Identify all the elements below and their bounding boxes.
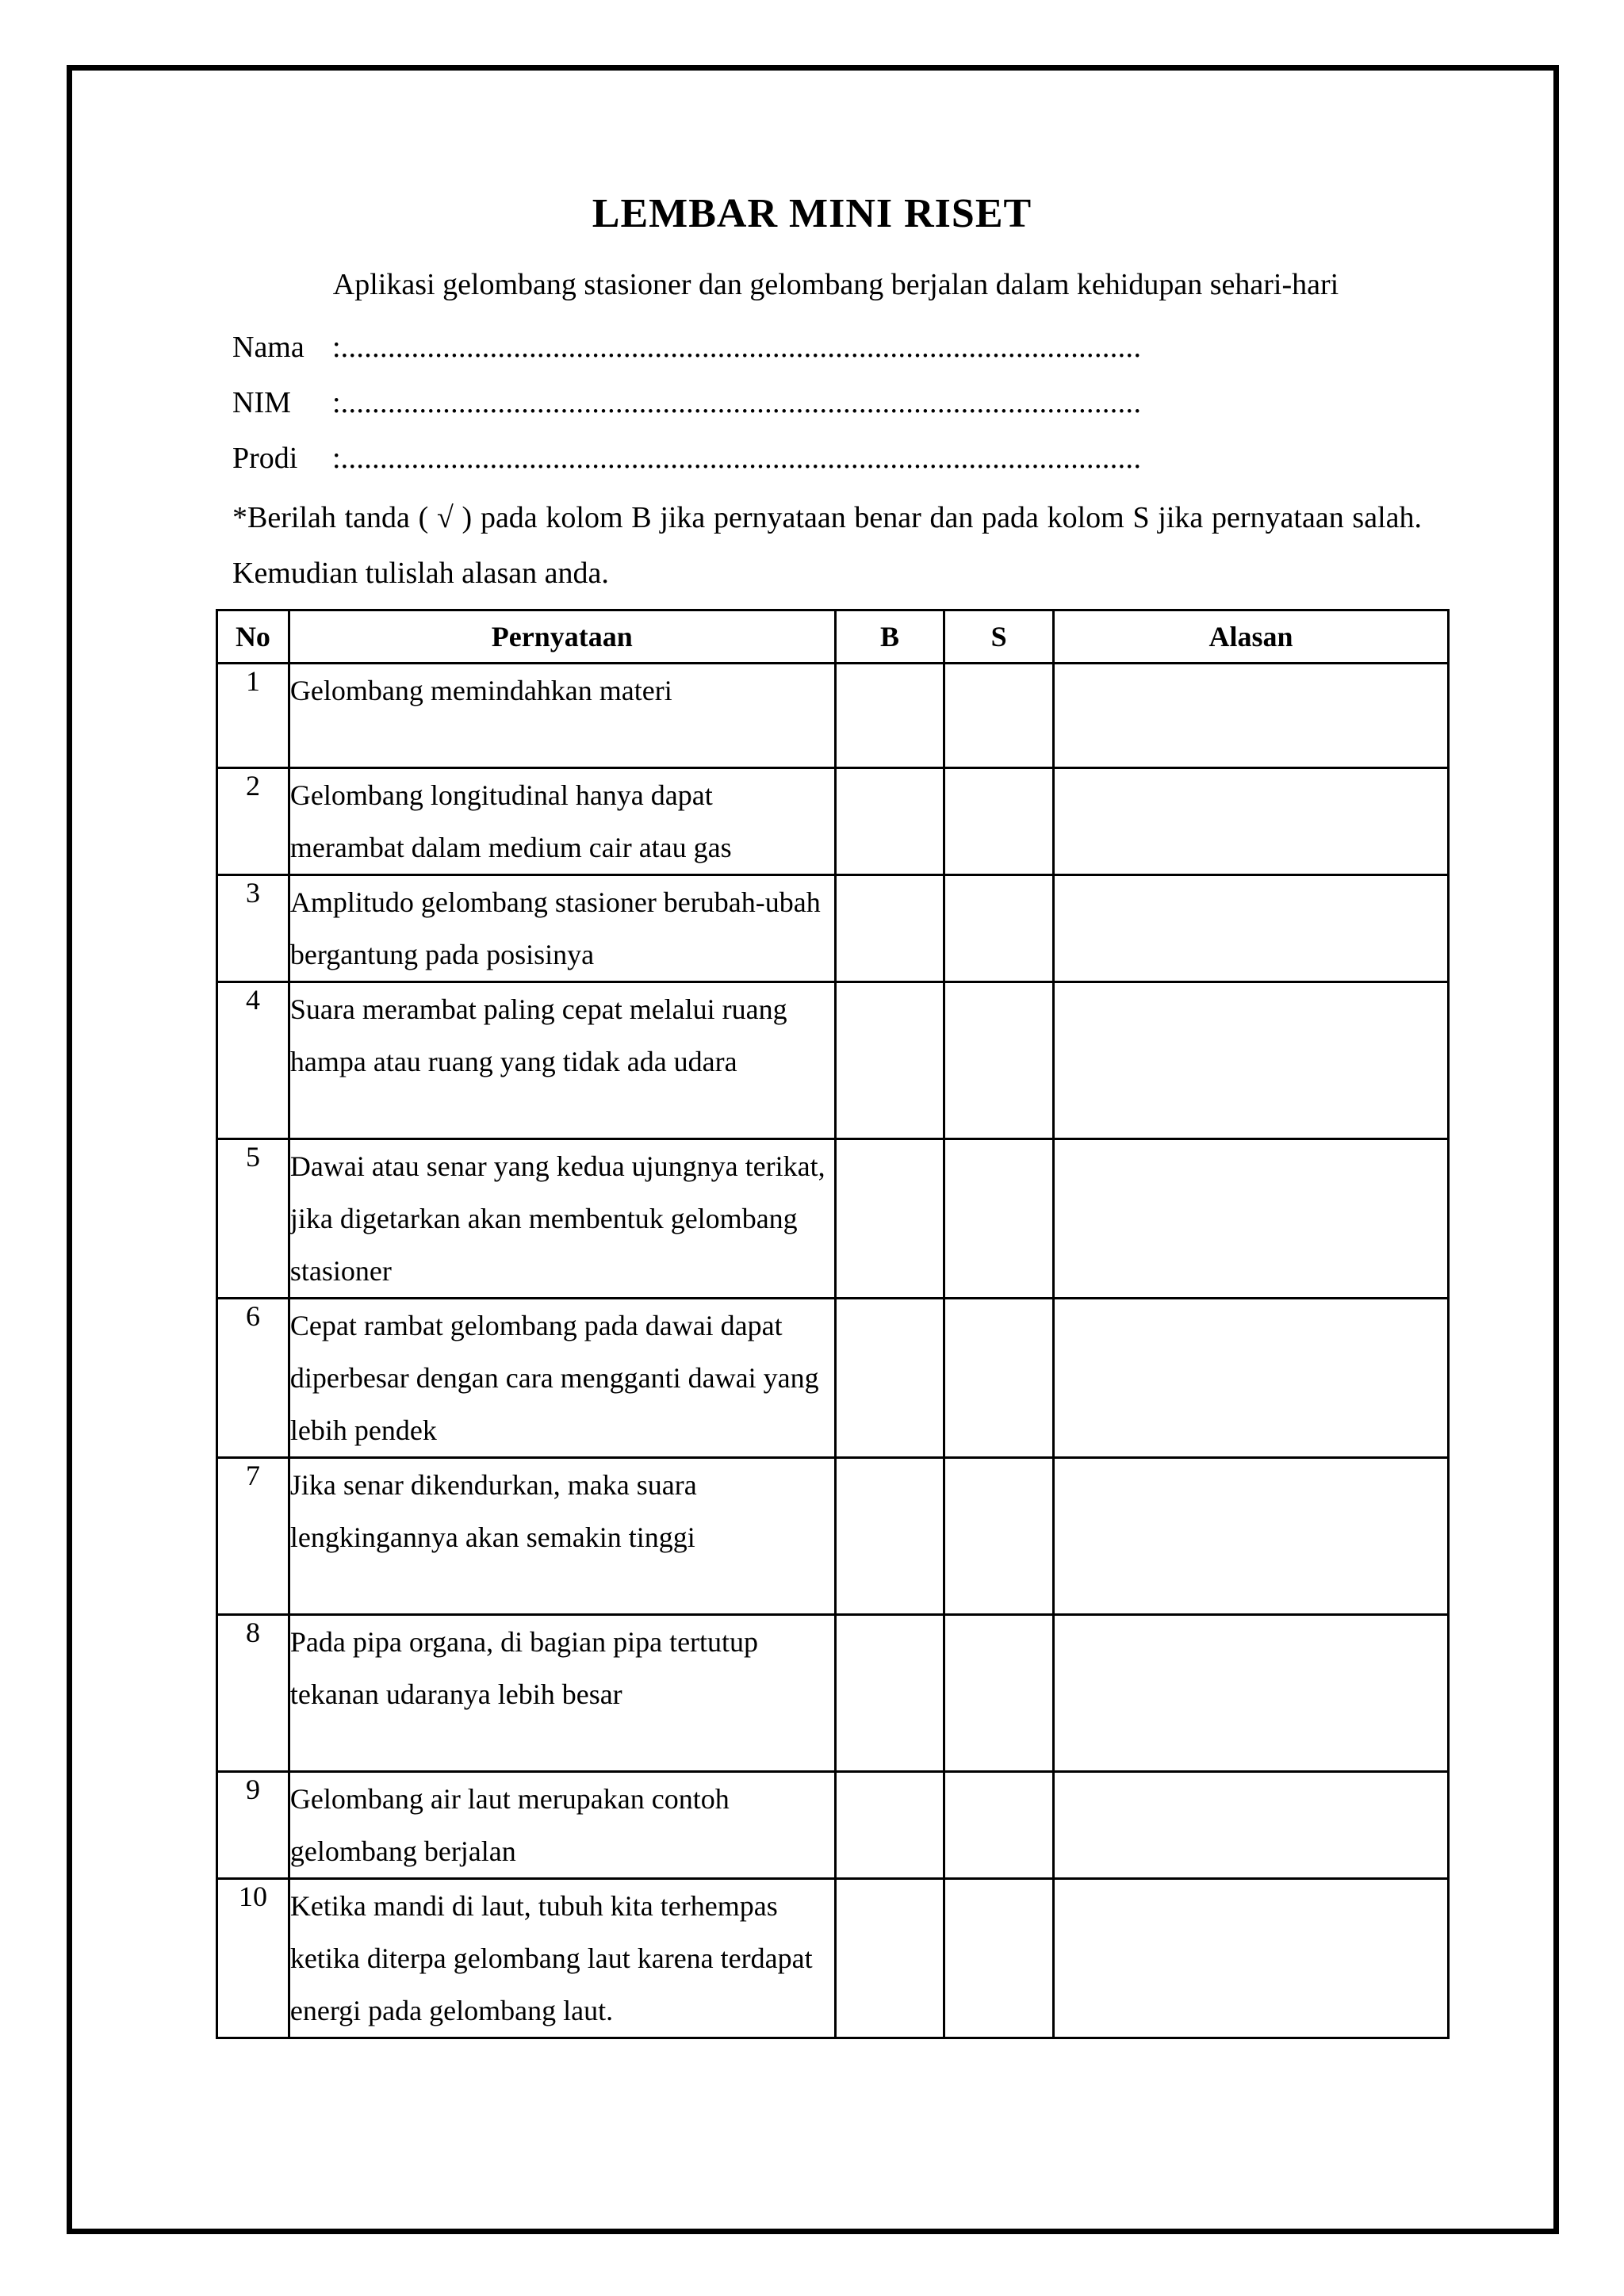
table-row — [217, 875, 1449, 982]
row-statement: Amplitudo gelombang stasioner berubah-ubah bergantung pada posisinya — [289, 875, 835, 982]
table-row — [217, 664, 1449, 768]
header-s: S — [944, 610, 1054, 664]
checkbox-cell-b[interactable] — [835, 1615, 944, 1772]
checkbox-cell-s[interactable] — [944, 1879, 1054, 2038]
checkbox-cell-b[interactable] — [835, 982, 944, 1139]
row-number: 5 — [217, 1139, 289, 1299]
field-fill-line[interactable]: ...................................................................................................... — [340, 331, 1142, 364]
table-row — [217, 1615, 1449, 1772]
row-statement: Cepat rambat gelombang pada dawai dapat diperbesar dengan cara mengganti dawai yang lebih pendek — [289, 1299, 835, 1458]
checkbox-cell-b[interactable] — [835, 768, 944, 875]
checkbox-cell-s[interactable] — [944, 1139, 1054, 1299]
field-label: NIM — [232, 386, 291, 419]
checkbox-cell-s[interactable] — [944, 1772, 1054, 1879]
document-subtitle: Aplikasi gelombang stasioner dan gelombang berjalan dalam kehidupan sehari-hari — [332, 268, 1339, 301]
row-statement: Suara merambat paling cepat melalui ruang hampa atau ruang yang tidak ada udara — [289, 982, 835, 1139]
checkbox-cell-s[interactable] — [944, 875, 1054, 982]
field-label: Nama — [232, 331, 304, 364]
table-row — [217, 1458, 1449, 1615]
alasan-cell[interactable] — [1054, 1139, 1449, 1299]
row-number: 10 — [217, 1879, 289, 2038]
alasan-cell[interactable] — [1054, 875, 1449, 982]
row-number: 2 — [217, 768, 289, 875]
alasan-cell[interactable] — [1054, 982, 1449, 1139]
header-pernyataan: Pernyataan — [289, 610, 835, 664]
field-label: Prodi — [232, 442, 298, 475]
field-nim[interactable] — [232, 382, 1141, 423]
row-number: 1 — [217, 664, 289, 768]
instruction-text: *Berilah tanda ( √ ) pada kolom B jika pernyataan benar dan pada kolom S jika pernyataan salah. Kemudian tulislah alasan anda. — [232, 501, 1422, 590]
checkbox-cell-b[interactable] — [835, 1772, 944, 1879]
alasan-cell[interactable] — [1054, 1458, 1449, 1615]
row-statement: Pada pipa organa, di bagian pipa tertutup tekanan udaranya lebih besar — [289, 1615, 835, 1772]
table-row — [217, 982, 1449, 1139]
checkbox-cell-b[interactable] — [835, 875, 944, 982]
field-colon: : — [332, 442, 341, 475]
alasan-cell[interactable] — [1054, 768, 1449, 875]
table-row — [217, 1772, 1449, 1879]
statement-table — [216, 609, 1450, 2039]
row-number: 8 — [217, 1615, 289, 1772]
row-statement: Ketika mandi di laut, tubuh kita terhempas ketika diterpa gelombang laut karena terdapat energi pada gelombang laut. — [289, 1879, 835, 2038]
checkbox-cell-s[interactable] — [944, 982, 1054, 1139]
table-row — [217, 1879, 1449, 2038]
checkbox-cell-b[interactable] — [835, 1458, 944, 1615]
field-fill-line[interactable]: ...................................................................................................... — [340, 442, 1142, 475]
row-statement: Gelombang memindahkan materi — [289, 664, 835, 768]
alasan-cell[interactable] — [1054, 1615, 1449, 1772]
row-statement: Dawai atau senar yang kedua ujungnya terikat, jika digetarkan akan membentuk gelombang stasioner — [289, 1139, 835, 1299]
checkbox-cell-s[interactable] — [944, 1458, 1054, 1615]
row-number: 4 — [217, 982, 289, 1139]
row-statement: Gelombang air laut merupakan contoh gelombang berjalan — [289, 1772, 835, 1879]
alasan-cell[interactable] — [1054, 1879, 1449, 2038]
field-nama[interactable] — [232, 327, 1141, 368]
checkbox-cell-b[interactable] — [835, 1879, 944, 2038]
row-number: 3 — [217, 875, 289, 982]
alasan-cell[interactable] — [1054, 1299, 1449, 1458]
alasan-cell[interactable] — [1054, 1772, 1449, 1879]
row-number: 7 — [217, 1458, 289, 1615]
document-title: LEMBAR MINI RISET — [592, 191, 1032, 236]
alasan-cell[interactable] — [1054, 664, 1449, 768]
table-row — [217, 768, 1449, 875]
field-colon: : — [332, 331, 341, 364]
row-statement: Jika senar dikendurkan, maka suara lengkingannya akan semakin tinggi — [289, 1458, 835, 1615]
checkbox-cell-b[interactable] — [835, 664, 944, 768]
row-number: 9 — [217, 1772, 289, 1879]
checkbox-cell-b[interactable] — [835, 1139, 944, 1299]
row-number: 6 — [217, 1299, 289, 1458]
checkbox-cell-s[interactable] — [944, 1299, 1054, 1458]
table-row — [217, 1139, 1449, 1299]
field-colon: : — [332, 386, 341, 419]
header-b: B — [835, 610, 944, 664]
table-header-row — [217, 610, 1449, 664]
table-row — [217, 1299, 1449, 1458]
checkbox-cell-s[interactable] — [944, 1615, 1054, 1772]
field-fill-line[interactable]: ...................................................................................................... — [340, 386, 1142, 419]
checkbox-cell-s[interactable] — [944, 664, 1054, 768]
header-alasan: Alasan — [1054, 610, 1449, 664]
checkbox-cell-b[interactable] — [835, 1299, 944, 1458]
checkbox-cell-s[interactable] — [944, 768, 1054, 875]
field-prodi[interactable] — [232, 438, 1141, 479]
header-no: No — [217, 610, 289, 664]
row-statement: Gelombang longitudinal hanya dapat merambat dalam medium cair atau gas — [289, 768, 835, 875]
